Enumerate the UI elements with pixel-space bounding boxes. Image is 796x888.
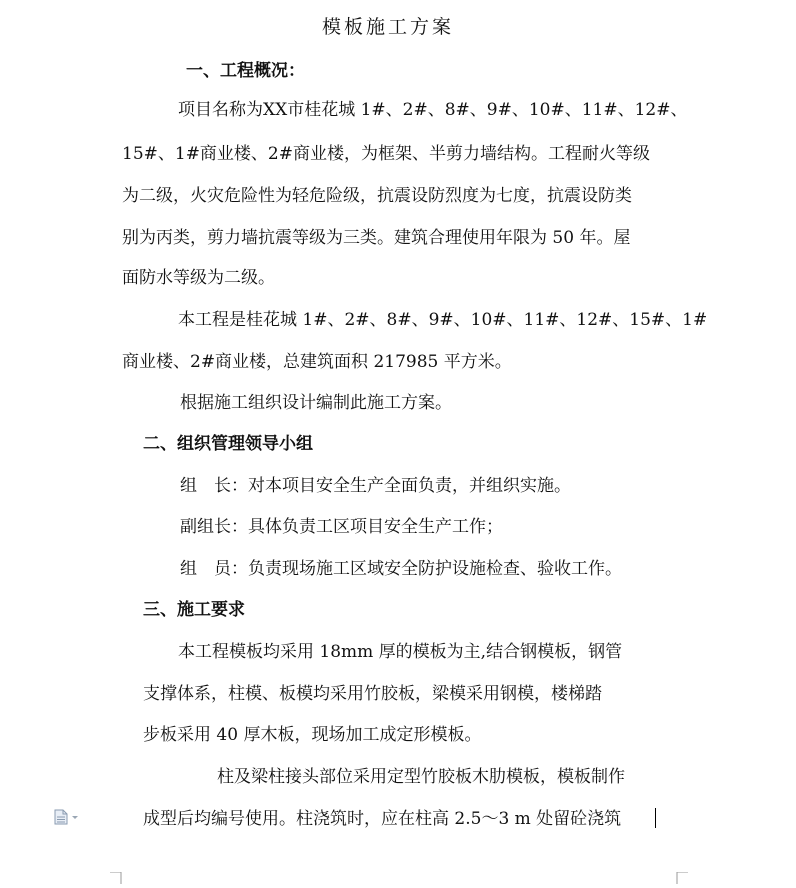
section-1-heading: 一、工程概况： xyxy=(186,61,305,81)
paragraph-line: 根据施工组织设计编制此施工方案。 xyxy=(180,393,452,413)
paragraph-line: 柱及梁柱接头部位采用定型竹胶板木肋模板，模板制作 xyxy=(217,767,625,787)
section-2-heading: 二、组织管理领导小组 xyxy=(143,434,313,454)
paragraph-line: 本工程模板均采用 18mm 厚的模板为主,结合钢模板，钢管 xyxy=(178,642,623,662)
paragraph-line: 项目名称为XX市桂花城 1#、2#、8#、9#、10#、11#、12#、 xyxy=(178,100,688,120)
document-title: 模板施工方案 xyxy=(322,16,455,38)
paragraph-line: 步板采用 40 厚木板，现场加工成定形模板。 xyxy=(143,725,482,745)
org-item-deputy: 副组长：具体负责工区项目安全生产工作； xyxy=(180,517,503,537)
paragraph-line: 本工程是桂花城 1#、2#、8#、9#、10#、11#、12#、15#、1# xyxy=(178,310,708,330)
org-item-member: 组 员：负责现场施工区域安全防护设施检查、验收工作。 xyxy=(180,559,622,579)
text-cursor xyxy=(655,808,656,828)
paragraph-line: 支撑体系，柱模、板模均采用竹胶板，梁模采用钢模，楼梯踏 xyxy=(143,684,602,704)
paragraph-line: 别为丙类，剪力墙抗震等级为三类。建筑合理使用年限为 50 年。屋 xyxy=(122,228,631,248)
section-3-heading: 三、施工要求 xyxy=(143,600,245,620)
paragraph-line: 为二级，火灾危险性为轻危险级，抗震设防烈度为七度，抗震设防类 xyxy=(122,186,632,206)
paragraph-line: 15#、1#商业楼、2#商业楼，为框架、半剪力墙结构。工程耐火等级 xyxy=(122,144,650,164)
page-corner-mark xyxy=(676,869,688,881)
org-item-leader: 组 长：对本项目安全生产全面负责，并组织实施。 xyxy=(180,476,571,496)
paragraph-line: 成型后均编号使用。柱浇筑时，应在柱高 2.5～3 m 处留砼浇筑 xyxy=(143,809,622,829)
paragraph-line: 商业楼、2#商业楼，总建筑面积 217985 平方米。 xyxy=(122,352,512,372)
page-corner-mark xyxy=(110,869,122,881)
paragraph-line: 面防水等级为二级。 xyxy=(122,268,275,288)
document-options-icon[interactable] xyxy=(54,809,82,825)
